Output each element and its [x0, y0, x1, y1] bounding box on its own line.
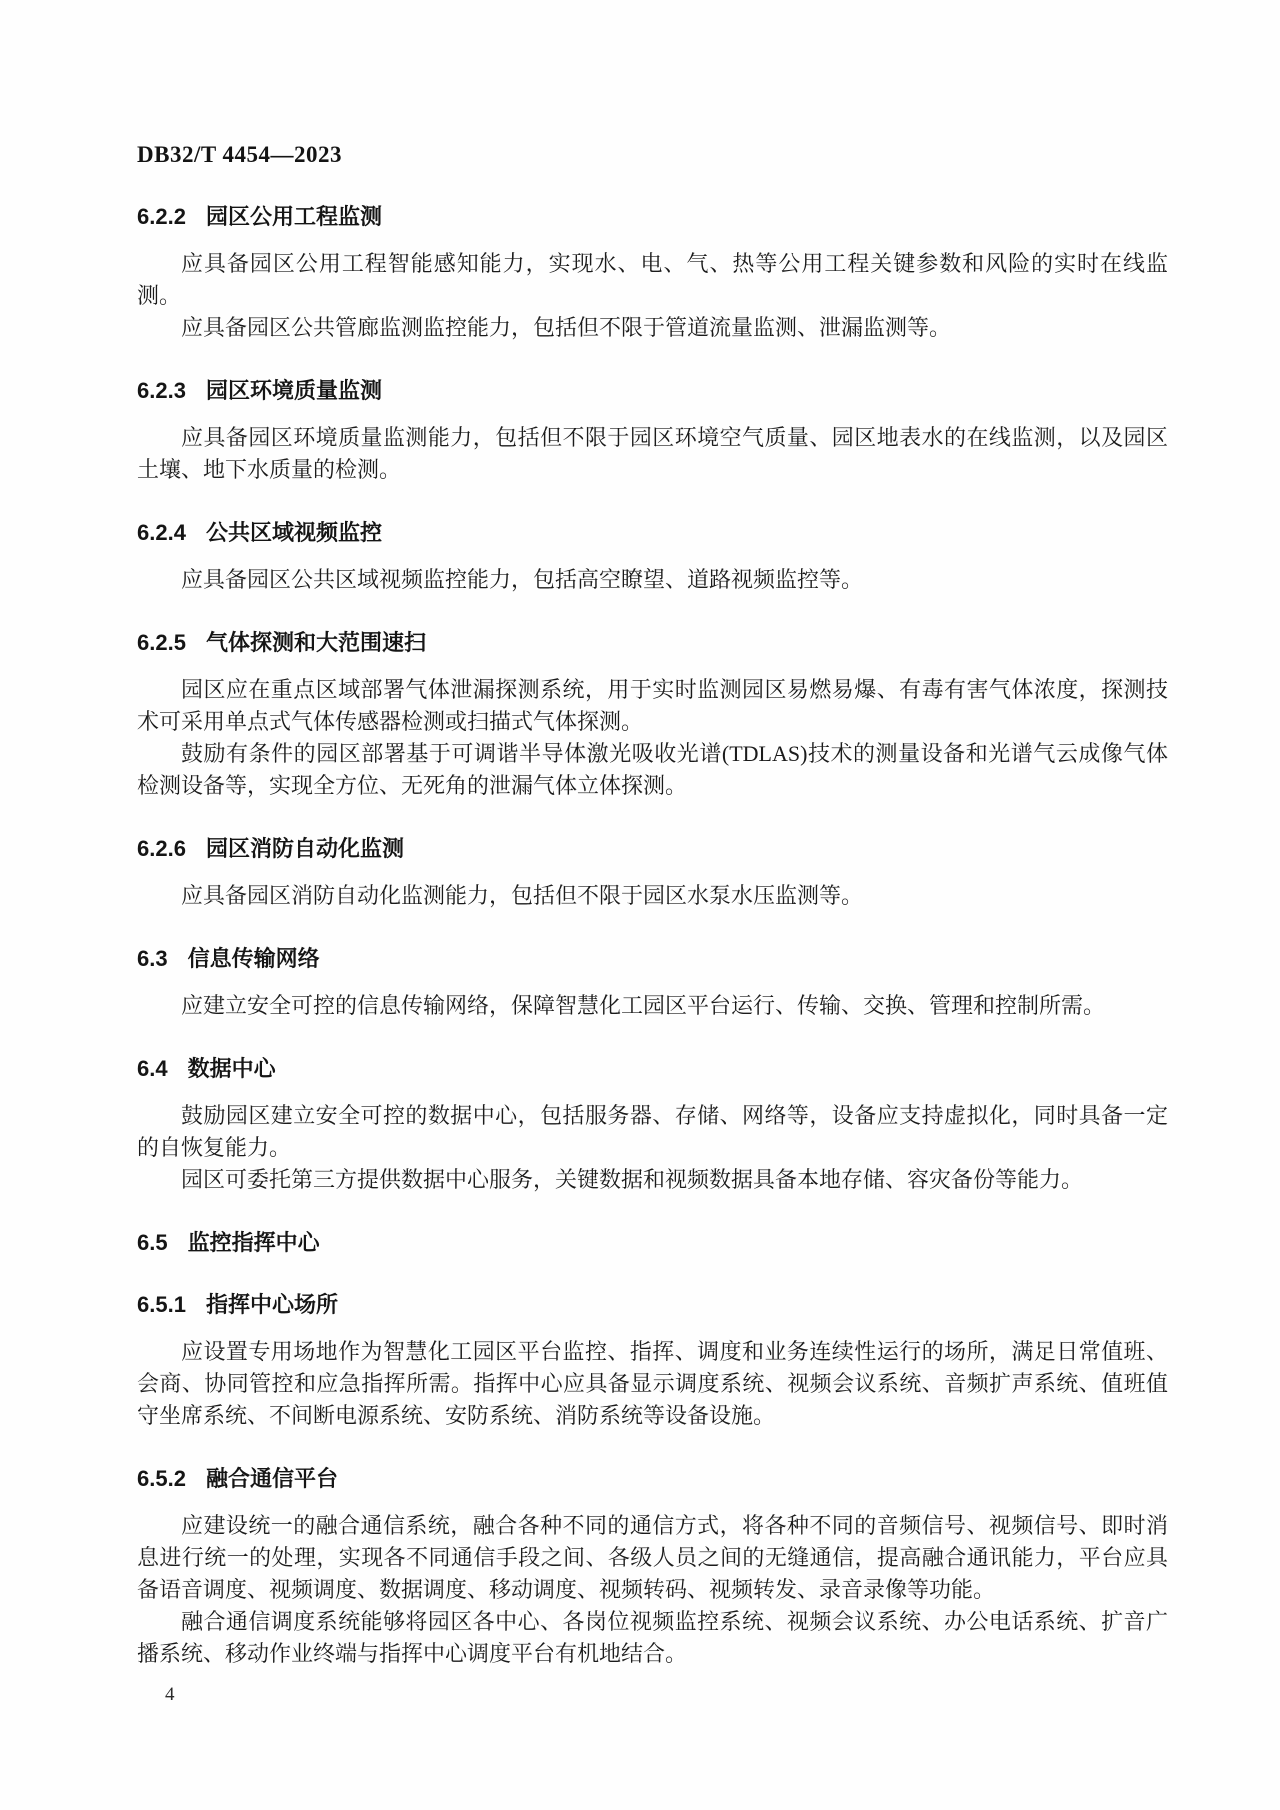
paragraph: 园区应在重点区域部署气体泄漏探测系统，用于实时监测园区易燃易爆、有毒有害气体浓度，探测技术可采用单点式气体传感器检测或扫描式气体探测。	[137, 677, 1168, 734]
paragraph: 应具备园区消防自动化监测能力，包括但不限于园区水泵水压监测等。	[181, 883, 864, 908]
paragraph: 园区可委托第三方提供数据中心服务，关键数据和视频数据具备本地存储、容灾备份等能力。	[181, 1167, 1084, 1192]
paragraph: 鼓励有条件的园区部署基于可调谐半导体激光吸收光谱(TDLAS)技术的测量设备和光谱气云成像气体检测设备等，实现全方位、无死角的泄漏气体立体探测。	[137, 741, 1168, 798]
paragraph: 应具备园区公用工程智能感知能力，实现水、电、气、热等公用工程关键参数和风险的实时在线监测。	[137, 251, 1168, 308]
section-title: 数据中心	[187, 1056, 276, 1081]
paragraph: 应建立安全可控的信息传输网络，保障智慧化工园区平台运行、传输、交换、管理和控制所需。	[181, 993, 1106, 1018]
section-heading	[137, 944, 1168, 974]
section-title: 园区消防自动化监测	[205, 836, 404, 861]
section-heading	[137, 1464, 1168, 1494]
section-heading	[137, 518, 1168, 548]
section-title: 监控指挥中心	[187, 1230, 320, 1255]
section-heading	[137, 834, 1168, 864]
section-title: 指挥中心场所	[205, 1292, 338, 1317]
section-number: 6.4	[137, 1056, 168, 1081]
paragraph: 融合通信调度系统能够将园区各中心、各岗位视频监控系统、视频会议系统、办公电话系统、扩音广播系统、移动作业终端与指挥中心调度平台有机地结合。	[137, 1609, 1168, 1666]
section-number: 6.5	[137, 1230, 168, 1255]
section-number: 6.5.2	[137, 1466, 186, 1491]
section-heading	[137, 376, 1168, 406]
paragraph: 应具备园区公共区域视频监控能力，包括高空瞭望、道路视频监控等。	[181, 567, 864, 592]
section-number: 6.2.3	[137, 378, 186, 403]
section-number: 6.2.6	[137, 836, 186, 861]
section-title: 融合通信平台	[205, 1466, 338, 1491]
section-title: 公共区域视频监控	[205, 520, 382, 545]
section-title: 园区环境质量监测	[205, 378, 382, 403]
paragraph: 应建设统一的融合通信系统，融合各种不同的通信方式，将各种不同的音频信号、视频信号、即时消息进行统一的处理，实现各不同通信手段之间、各级人员之间的无缝通信，提高融合通讯能力，平台应具备语音调度、视频调度、数据调度、移动调度、视频转码、视频转发、录音录像等功能。	[137, 1513, 1168, 1602]
section-number: 6.2.2	[137, 204, 186, 229]
page-number: 4	[165, 1684, 175, 1705]
paragraph: 应具备园区公共管廊监测监控能力，包括但不限于管道流量监测、泄漏监测等。	[181, 315, 952, 340]
section-heading	[137, 1228, 1168, 1258]
section-heading	[137, 202, 1168, 232]
section-number: 6.3	[137, 946, 168, 971]
section-title: 信息传输网络	[187, 946, 320, 971]
section-heading	[137, 1054, 1168, 1084]
section-number: 6.2.4	[137, 520, 186, 545]
section-title: 气体探测和大范围速扫	[205, 630, 426, 655]
paragraph: 鼓励园区建立安全可控的数据中心，包括服务器、存储、网络等，设备应支持虚拟化，同时具备一定的自恢复能力。	[137, 1103, 1168, 1160]
paragraph: 应具备园区环境质量监测能力，包括但不限于园区环境空气质量、园区地表水的在线监测，以及园区土壤、地下水质量的检测。	[137, 425, 1168, 482]
section-heading	[137, 1290, 1168, 1320]
section-number: 6.2.5	[137, 630, 186, 655]
doc-number: DB32/T 4454—2023	[137, 142, 343, 167]
section-number: 6.5.1	[137, 1292, 186, 1317]
paragraph: 应设置专用场地作为智慧化工园区平台监控、指挥、调度和业务连续性运行的场所，满足日常值班、会商、协同管控和应急指挥所需。指挥中心应具备显示调度系统、视频会议系统、音频扩声系统、值班值守坐席系统、不间断电源系统、安防系统、消防系统等设备设施。	[137, 1339, 1168, 1428]
section-heading	[137, 628, 1168, 658]
document-body	[137, 202, 1168, 1670]
section-title: 园区公用工程监测	[205, 204, 382, 229]
